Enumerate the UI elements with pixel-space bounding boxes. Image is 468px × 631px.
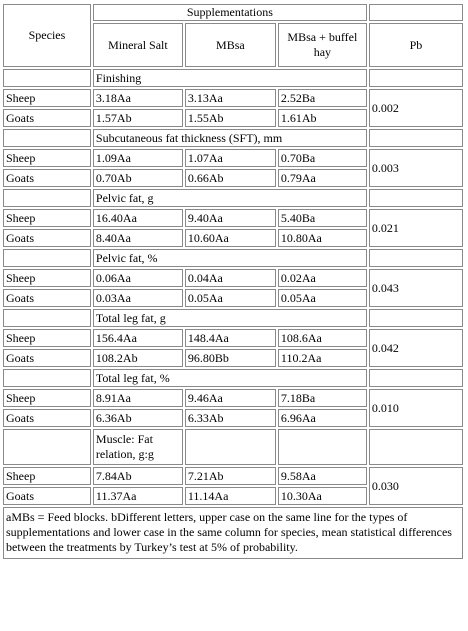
- pb-header: Pb: [369, 23, 463, 67]
- section-title-blank: [369, 309, 463, 327]
- value-cell: 9.46Aa: [185, 389, 276, 407]
- value-cell: 11.14Aa: [185, 487, 276, 505]
- value-cell: 0.05Aa: [278, 289, 367, 307]
- section-title-blank: [369, 189, 463, 207]
- section-title: Finishing: [93, 69, 367, 87]
- section-title: Muscle: Fat relation, g:g: [93, 429, 183, 465]
- p-value-cell: 0.043: [369, 269, 463, 307]
- value-cell: 0.04Aa: [185, 269, 276, 287]
- species-cell: Goats: [3, 229, 91, 247]
- value-cell: 0.70Ba: [278, 149, 367, 167]
- value-cell: 7.18Ba: [278, 389, 367, 407]
- footnote: aMBs = Feed blocks. bDifferent letters, upper case on the same line for the types of supplementations and lower case in the same column for species, mean statistical differences between the treatments by Turkey’s test at 5% of probability.: [3, 507, 463, 559]
- section-title-blank: [369, 69, 463, 87]
- value-cell: 0.06Aa: [93, 269, 183, 287]
- value-cell: 6.33Ab: [185, 409, 276, 427]
- section-title-blank: [369, 249, 463, 267]
- value-cell: 0.03Aa: [93, 289, 183, 307]
- section-title-row: [3, 249, 463, 267]
- value-cell: 10.60Aa: [185, 229, 276, 247]
- table-row: [3, 209, 463, 227]
- section-title: Pelvic fat, g: [93, 189, 367, 207]
- results-table: [1, 2, 465, 561]
- species-cell: Goats: [3, 487, 91, 505]
- section-title-row: [3, 429, 463, 465]
- section-title-blank: [369, 129, 463, 147]
- value-cell: 3.13Aa: [185, 89, 276, 107]
- value-cell: 0.66Ab: [185, 169, 276, 187]
- p-value-cell: 0.021: [369, 209, 463, 247]
- header-empty-cell: [369, 4, 463, 21]
- section-species-blank: [3, 129, 91, 147]
- species-cell: Goats: [3, 169, 91, 187]
- species-cell: Sheep: [3, 149, 91, 167]
- value-cell: 6.96Aa: [278, 409, 367, 427]
- species-cell: Goats: [3, 289, 91, 307]
- value-cell: 9.40Aa: [185, 209, 276, 227]
- section-title-row: [3, 69, 463, 87]
- section-title-row: [3, 369, 463, 387]
- value-cell: 156.4Aa: [93, 329, 183, 347]
- value-cell: 0.02Aa: [278, 269, 367, 287]
- table-row: [3, 389, 463, 407]
- col-mineral-salt-header: Mineral Salt: [93, 23, 183, 67]
- species-cell: Sheep: [3, 329, 91, 347]
- section-title-blank: [185, 429, 276, 465]
- section-species-blank: [3, 429, 91, 465]
- value-cell: 110.2Aa: [278, 349, 367, 367]
- value-cell: 10.80Aa: [278, 229, 367, 247]
- value-cell: 1.55Ab: [185, 109, 276, 127]
- value-cell: 1.57Ab: [93, 109, 183, 127]
- section-title-row: [3, 129, 463, 147]
- value-cell: 1.61Ab: [278, 109, 367, 127]
- col-mbsa-buffel-header: MBsa + buffel hay: [278, 23, 367, 67]
- table-row: [3, 89, 463, 107]
- section-title: Pelvic fat, %: [93, 249, 367, 267]
- value-cell: 8.40Aa: [93, 229, 183, 247]
- section-species-blank: [3, 249, 91, 267]
- p-value-cell: 0.042: [369, 329, 463, 367]
- header-row-top: [3, 4, 463, 21]
- species-cell: Sheep: [3, 269, 91, 287]
- value-cell: 0.79Aa: [278, 169, 367, 187]
- species-cell: Goats: [3, 409, 91, 427]
- value-cell: 108.6Aa: [278, 329, 367, 347]
- species-cell: Sheep: [3, 467, 91, 485]
- value-cell: 1.09Aa: [93, 149, 183, 167]
- species-cell: Goats: [3, 109, 91, 127]
- species-cell: Goats: [3, 349, 91, 367]
- value-cell: 7.84Ab: [93, 467, 183, 485]
- value-cell: 108.2Ab: [93, 349, 183, 367]
- col-mbsa-header: MBsa: [185, 23, 276, 67]
- value-cell: 11.37Aa: [93, 487, 183, 505]
- section-title-blank: [369, 429, 463, 465]
- value-cell: 2.52Ba: [278, 89, 367, 107]
- section-species-blank: [3, 369, 91, 387]
- table-row: [3, 149, 463, 167]
- species-cell: Sheep: [3, 89, 91, 107]
- species-header: Species: [3, 4, 91, 67]
- footnote-row: [3, 507, 463, 559]
- value-cell: 1.07Aa: [185, 149, 276, 167]
- section-title: Total leg fat, g: [93, 309, 367, 327]
- section-species-blank: [3, 309, 91, 327]
- value-cell: 96.80Bb: [185, 349, 276, 367]
- p-value-cell: 0.002: [369, 89, 463, 127]
- value-cell: 6.36Ab: [93, 409, 183, 427]
- value-cell: 0.05Aa: [185, 289, 276, 307]
- p-value-cell: 0.030: [369, 467, 463, 505]
- value-cell: 3.18Aa: [93, 89, 183, 107]
- value-cell: 5.40Ba: [278, 209, 367, 227]
- value-cell: 10.30Aa: [278, 487, 367, 505]
- species-cell: Sheep: [3, 209, 91, 227]
- section-title-row: [3, 309, 463, 327]
- table-row: [3, 467, 463, 485]
- section-species-blank: [3, 69, 91, 87]
- value-cell: 0.70Ab: [93, 169, 183, 187]
- section-title: Subcutaneous fat thickness (SFT), mm: [93, 129, 367, 147]
- table-row: [3, 269, 463, 287]
- value-cell: 7.21Ab: [185, 467, 276, 485]
- section-title-blank: [278, 429, 367, 465]
- section-title: Total leg fat, %: [93, 369, 367, 387]
- value-cell: 8.91Aa: [93, 389, 183, 407]
- table-row: [3, 329, 463, 347]
- species-cell: Sheep: [3, 389, 91, 407]
- section-species-blank: [3, 189, 91, 207]
- value-cell: 148.4Aa: [185, 329, 276, 347]
- value-cell: 9.58Aa: [278, 467, 367, 485]
- section-title-blank: [369, 369, 463, 387]
- value-cell: 16.40Aa: [93, 209, 183, 227]
- p-value-cell: 0.003: [369, 149, 463, 187]
- p-value-cell: 0.010: [369, 389, 463, 427]
- supplementations-header: Supplementations: [93, 4, 367, 21]
- section-title-row: [3, 189, 463, 207]
